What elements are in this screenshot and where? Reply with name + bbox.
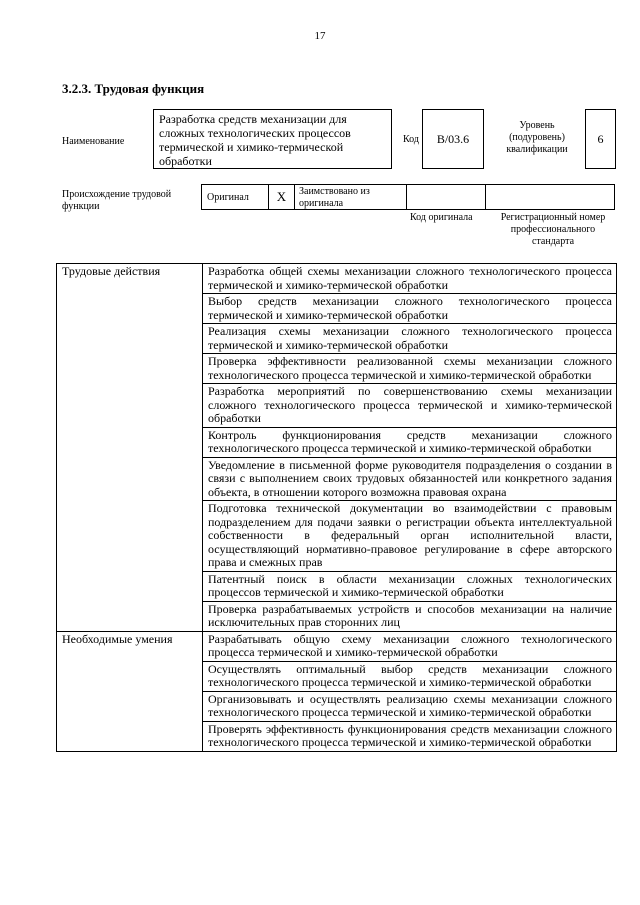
code-label: Код	[403, 134, 419, 145]
section-title: 3.2.3. Трудовая функция	[62, 81, 205, 96]
table-row	[57, 631, 617, 661]
reg-number-cell	[485, 184, 615, 210]
original-code-label: Код оригинала	[410, 212, 473, 223]
function-name-box: Разработка средств механизации для сложных технологических процессов термической и химико-термической обработки	[153, 109, 392, 169]
item-cell: Организовывать и осуществлять реализацию схемы механизации сложного технологического процесса термической и химико-термической обработки	[203, 691, 617, 721]
name-label: Наименование	[62, 136, 125, 147]
item-cell: Разрабатывать общую схему механизации сложного технологического процесса термической и химико-термической обработки	[203, 631, 617, 661]
item-cell: Контроль функционирования средств механизации сложного технологического процесса термической и химико-термической обработки	[203, 427, 617, 457]
original-code-cell	[406, 184, 486, 210]
reg-number-label: Регистрационный номер профессионального стандарта	[500, 212, 606, 247]
function-details-table	[56, 263, 617, 752]
item-cell: Подготовка технической документации во взаимодействии с правовым подразделением для подачи заявки о регистрации объекта интеллектуальной собственности в федеральный орган исполнительной власти, осуществляющий нормативно-правовое регулирование в сфере авторского права и смежных прав	[203, 501, 617, 572]
table-row	[57, 264, 617, 294]
item-cell: Проверять эффективность функционирования средств механизации сложного технологического процесса термической и химико-термической обработки	[203, 721, 617, 751]
item-cell: Разработка общей схемы механизации сложного технологического процесса термической и химико-термической обработки	[203, 264, 617, 294]
item-cell: Проверка разрабатываемых устройств и способов механизации на наличие исключительных прав сторонних лиц	[203, 601, 617, 631]
item-cell: Разработка мероприятий по совершенствованию схемы механизации сложного технологического процесса термической и химико-термической обработки	[203, 384, 617, 428]
item-cell: Реализация схемы механизации сложного технологического процесса термической и химико-термической обработки	[203, 324, 617, 354]
origin-borrowed-cell: Заимствовано из оригинала	[294, 184, 407, 210]
item-cell: Патентный поиск в области механизации сложных технологических процессов термической и химико-термической обработки	[203, 571, 617, 601]
level-value-box: 6	[585, 109, 616, 169]
item-cell: Уведомление в письменной форме руководителя подразделения о создании в связи с выполнением своих трудовых обязанностей или конкретного задания объекта, в отношении которого возможна правовая охрана	[203, 457, 617, 501]
item-cell: Проверка эффективности реализованной схемы механизации сложного технологического процесса термической и химико-термической обработки	[203, 354, 617, 384]
origin-row	[201, 184, 616, 210]
origin-original-cell: Оригинал	[201, 184, 269, 210]
origin-mark-cell: X	[268, 184, 295, 210]
category-cell: Трудовые действия	[57, 264, 203, 632]
item-cell: Осуществлять оптимальный выбор средств механизации сложного технологического процесса термической и химико-термической обработки	[203, 661, 617, 691]
origin-label: Происхождение трудовой функции	[62, 189, 172, 212]
item-cell: Выбор средств механизации сложного технологического процесса термической и химико-термической обработки	[203, 294, 617, 324]
code-value-box: B/03.6	[422, 109, 484, 169]
level-label: Уровень (подуровень) квалификации	[506, 120, 568, 155]
page-number: 17	[314, 30, 326, 42]
category-cell: Необходимые умения	[57, 631, 203, 751]
